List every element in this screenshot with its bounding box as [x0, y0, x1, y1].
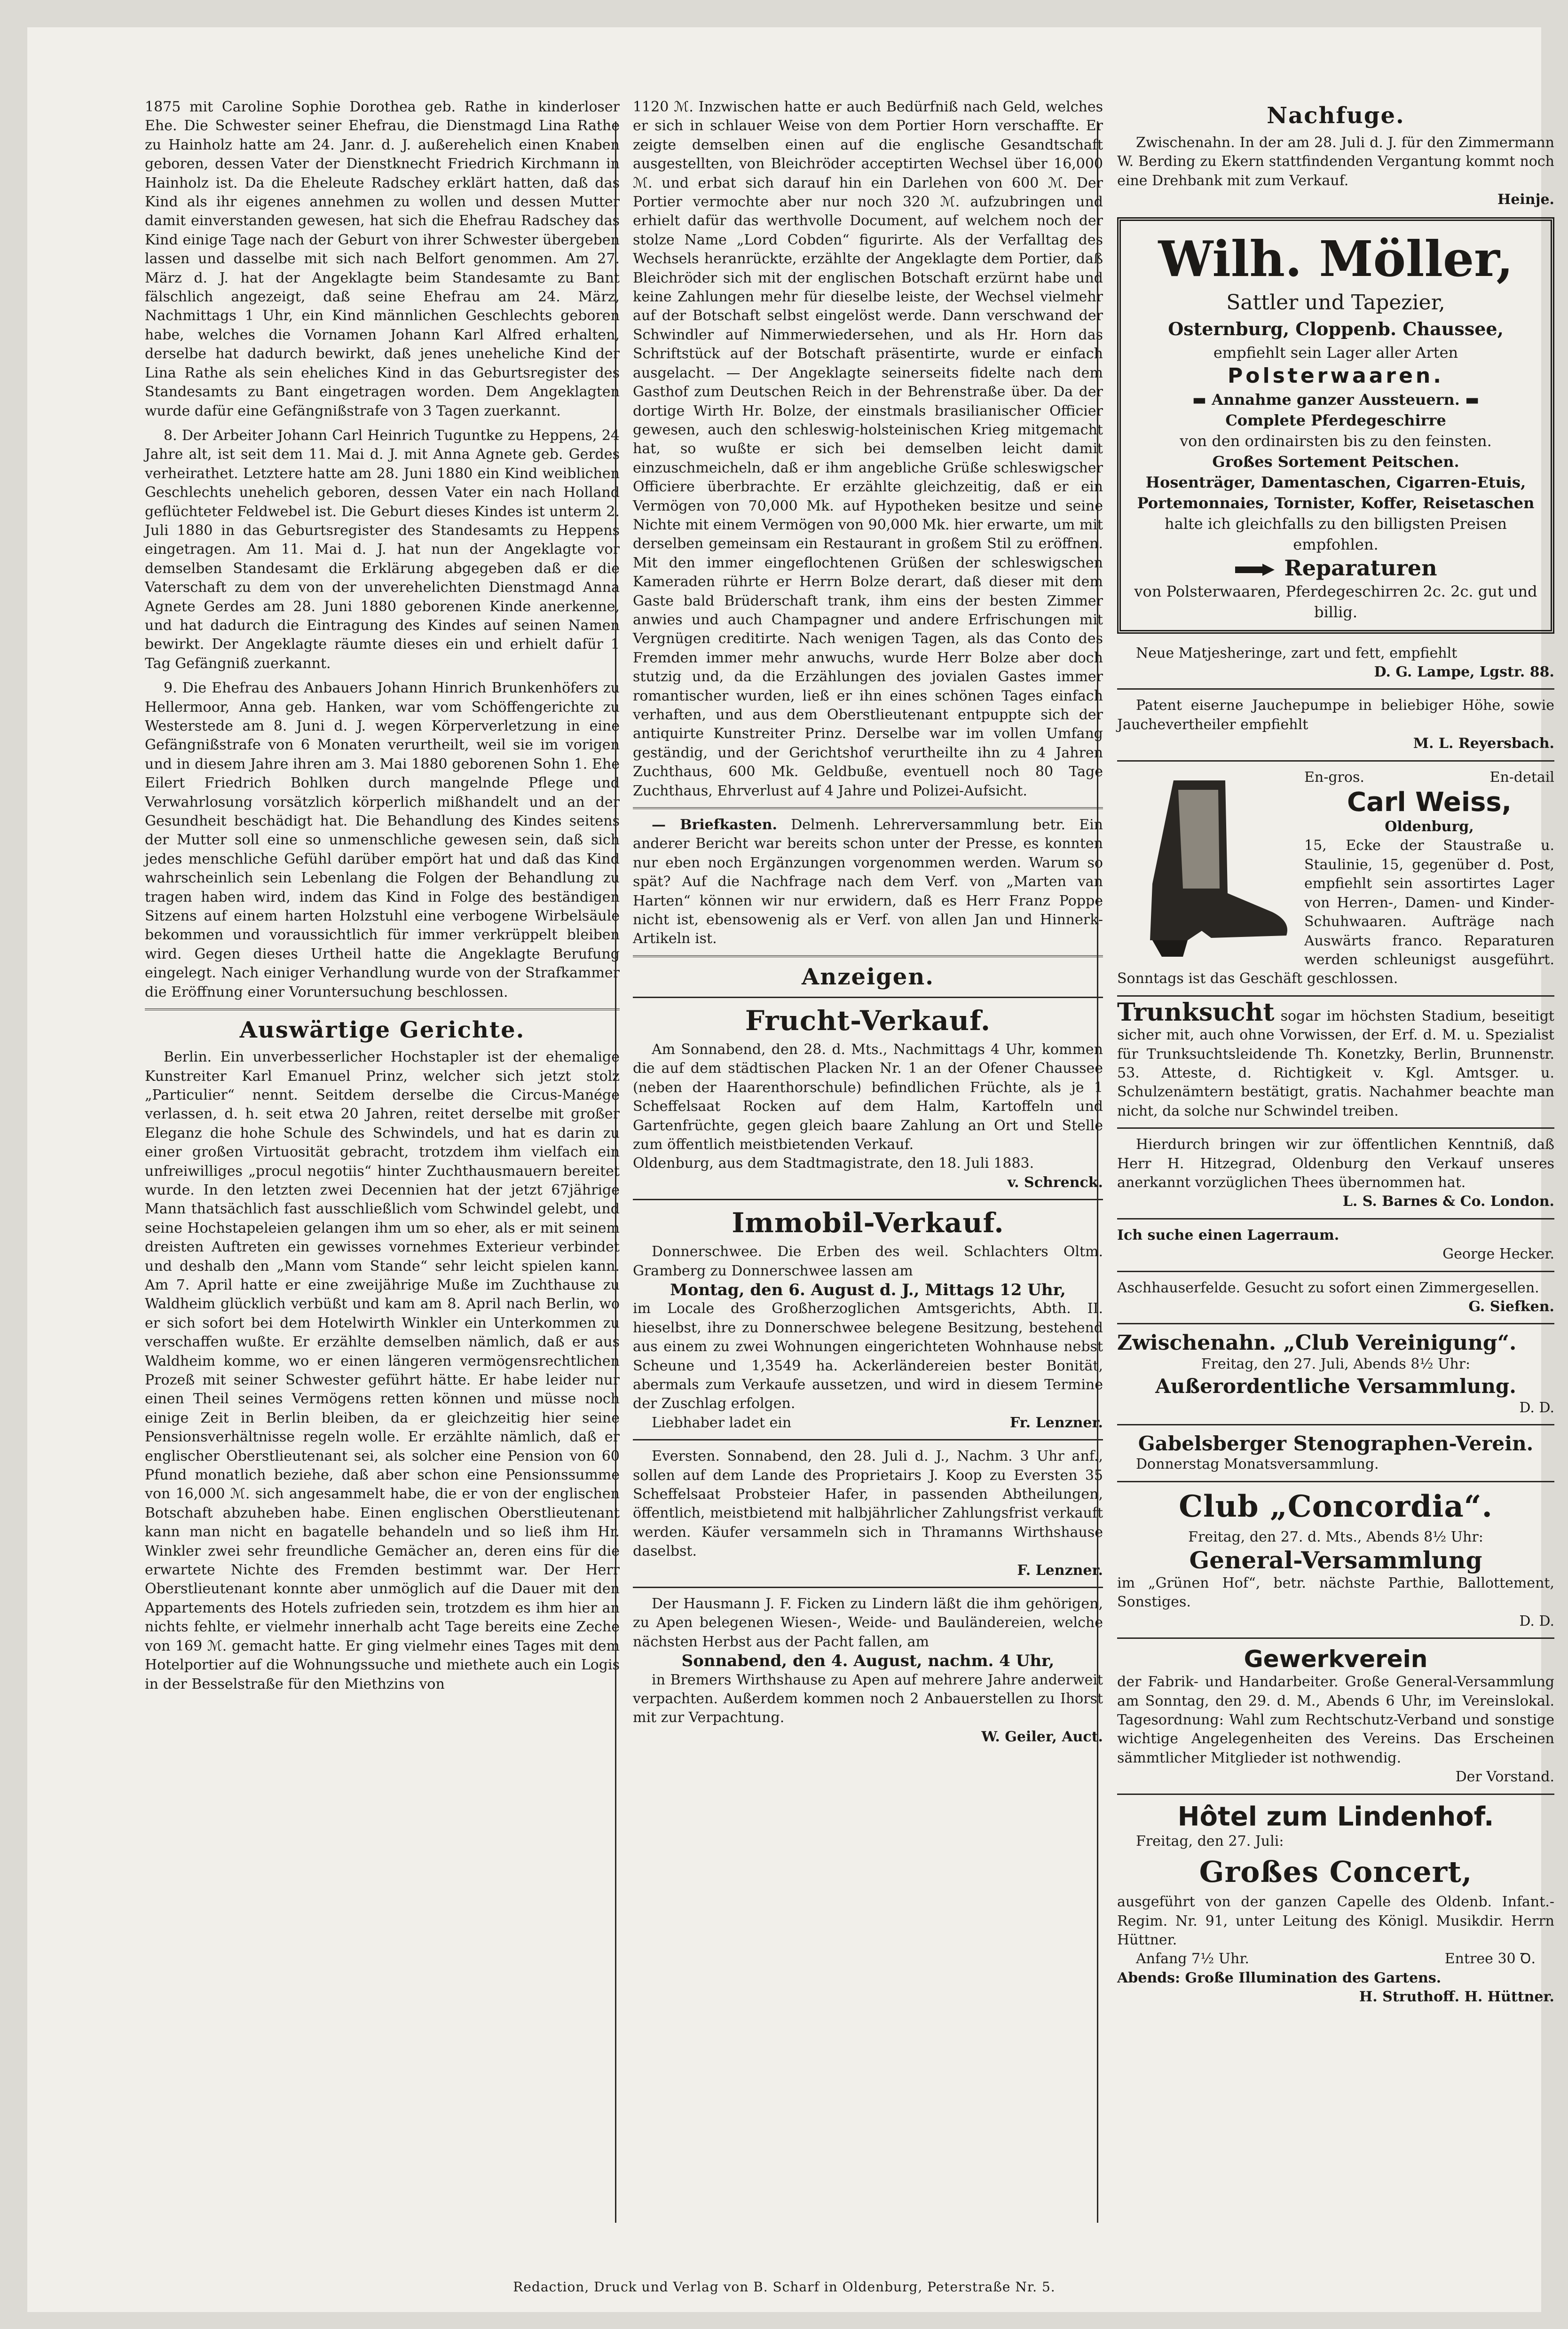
pointing-hand-icon — [1234, 562, 1276, 578]
steno-title: Gabelsberger Stenographen-Verein. — [1138, 1432, 1534, 1456]
ads-heading: Anzeigen. — [802, 963, 934, 990]
moeller-trade: Sattler und Tapezier, — [1226, 290, 1445, 315]
divider — [1117, 688, 1554, 690]
concordia-signature: D. D. — [1519, 1613, 1554, 1629]
hotel-concert: Großes Concert, — [1199, 1855, 1473, 1889]
moeller-name: Wilh. Möller, — [1158, 229, 1513, 288]
moeller-peitschen: Großes Sortement Peitschen. — [1212, 452, 1459, 471]
section-divider — [145, 1008, 620, 1010]
siefken-signature: G. Siefken. — [1468, 1298, 1554, 1315]
letterbox-text: Delmenh. Lehrerversammlung betr. Ein anderer Bericht war bereits schon unter der Presse, es konnten nur eben noch Ergänzungen vorgenommen werden. Warum so spät? Auf die Nachfrage nach dem Verf. von „Marten van Harten“ können wir nur erwidern, daß es Herr Franz Poppe nicht ist, ebensowenig als er Verf. von allen Jan und Hinnerk-Artikeln ist. — [633, 817, 1103, 947]
lindern-date: Sonnabend, den 4. August, nachm. 4 Uhr, — [681, 1652, 1055, 1671]
weiss-retail: En-detail — [1489, 769, 1554, 786]
eversten-ad: Eversten. Sonnabend, den 28. Juli d. J., Nachm. 3 Uhr anf., sollen auf dem Lande des Proprietairs J. Koop zu Eversten 35 Scheffelsaat Probsteier Hafer, in passenden Abtheilungen, öffentlich, meistbietend mit halbjährlicher Zahlungsfrist verkauft werden. Käufer versammeln sich in Thramanns Wirthshause daselbst. — [633, 1448, 1103, 1560]
hotel-text: ausgeführt von der ganzen Capelle des Oldenb. Infant.-Regim. Nr. 91, unter Leitung des Königl. Musikdir. Herrn Hüttner. — [1117, 1894, 1554, 1948]
hotel-illumination: Abends: Große Illumination des Gartens. — [1117, 1969, 1442, 1986]
weiss-text: 15, Ecke der Staustraße u. Staulinie, 15, gegenüber d. Post, empfiehlt sein assortirtes Lager von Herren-, Damen- und Kinder-Schuhwaaren. Aufträge nach Auswärts franco. Reparaturen werden schleunigst ausgeführt. Sonntags ist das Geschäft geschlossen. — [1117, 837, 1554, 987]
thee-ad: Hierdurch bringen wir zur öffentlichen Kenntniß, daß Herr H. Hitzegrad, Oldenburg den Verkauf unseres anerkannt vorzüglichen Thees übernommen hat. — [1117, 1136, 1554, 1191]
thee-signature: L. S. Barnes & Co. London. — [1342, 1193, 1554, 1210]
fruit-sale-place: Oldenburg, aus dem Stadtmagistrate, den 18. Juli 1883. — [633, 1155, 1034, 1172]
steno-text: Donnerstag Monatsversammlung. — [1136, 1456, 1379, 1473]
nachfuge-text: Zwischenahn. In der am 28. Juli d. J. für den Zimmermann W. Berding zu Ekern stattfindenden Vergantung kommt noch eine Drehbank mit zum Verkauf. — [1117, 134, 1554, 189]
concordia-text: im „Grünen Hof“, betr. nächste Parthie, Ballottement, Sonstiges. — [1117, 1575, 1554, 1611]
moeller-complete: Complete Pferdegeschirre — [1225, 411, 1446, 429]
club-vereinigung-meeting: Außerordentliche Versammlung. — [1155, 1374, 1516, 1398]
fruit-sale-text: Am Sonnabend, den 28. d. Mts., Nachmittags 4 Uhr, kommen die auf dem städtischen Placken Nr. 1 an der Ofener Chaussee (neben der Haarenthorschule) befindlichen Früchte, als je 1 Scheffelsaat Rocken auf dem Halm, Kartoffeln und Gartenfrüchte, gegen gleich baare Zahlung an Ort und Stelle zum öffentlich meistbietenden Verkauf. — [633, 1041, 1103, 1153]
hecker-signature: George Hecker. — [1442, 1246, 1554, 1263]
fruit-sale-title: Frucht-Verkauf. — [745, 1004, 991, 1037]
lindern-ad-2: in Bremers Wirthshause zu Apen auf mehrere Jahre anderweit verpachten. Außerdem kommen noch 2 Anbauerstellen zu Ihorst mit zur Verpachtung. — [633, 1671, 1103, 1726]
estate-sale-date: Montag, den 6. August d. J., Mittags 12 Uhr, — [670, 1280, 1066, 1299]
lindern-signature: W. Geiler, Auct. — [981, 1728, 1103, 1745]
foreign-courts-heading: Auswärtige Gerichte. — [239, 1017, 525, 1044]
club-vereinigung-signature: D. D. — [1519, 1399, 1554, 1416]
weiss-ad — [1117, 768, 1554, 989]
nachfuge-title: Nachfuge. — [1267, 102, 1405, 129]
divider — [1117, 760, 1554, 762]
moeller-ad — [1117, 217, 1554, 634]
section-divider — [633, 807, 1103, 809]
weiss-name: Carl Weiss, — [1347, 787, 1512, 818]
moeller-repairs — [1131, 555, 1540, 581]
hecker-ad: Ich suche einen Lagerraum. — [1117, 1227, 1339, 1243]
hotel-date: Freitag, den 27. Juli: — [1136, 1833, 1284, 1849]
column-1 — [145, 98, 620, 1694]
divider — [1117, 1271, 1554, 1272]
lampe-ad: Neue Matjesheringe, zart und fett, empfiehlt — [1136, 645, 1458, 661]
divider — [1117, 1424, 1554, 1425]
divider — [1117, 995, 1554, 997]
section-divider — [633, 955, 1103, 957]
moeller-repairs-text: von Polsterwaaren, Pferdegeschirren 2c. 2c. gut und billig. — [1134, 582, 1537, 621]
divider — [633, 1587, 1103, 1588]
eversten-signature: F. Lenzner. — [1017, 1562, 1103, 1579]
concordia-meeting: General-Versammlung — [1189, 1546, 1482, 1574]
moeller-range: von den ordinairsten bis zu den feinsten. — [1180, 432, 1492, 450]
letterbox-title: — Briefkasten. — [652, 817, 777, 834]
court-case-8: 8. Der Arbeiter Johann Carl Heinrich Tuguntke zu Heppens, 24 Jahre alt, ist seit dem 11. Mai d. J. mit Anna Agnete geb. Gerdes verheirathet. Letztere hatte am 28. Juni 1880 ein Kind weiblichen Geschlechts unehelich geboren, dessen Vater ein nach Holland geflüchteter Feldwebel ist. Die Geburt dieses Kindes ist unterm 2. Juli 1880 in das Geburtsregister des Standesamts zu Heppens eingetragen. Am 11. Mai d. J. hat nun der Angeklagte vor demselben Standesamt die Erklärung abgegeben daß er die Vaterschaft zu dem von der unverehelichten Dienstmagd Anna Agnete Gerdes am 28. Juni 1880 geborenen Kinde anerkenne, und hat dadurch die Eintragung des Kindes auf seinen Namen bewirkt. Der Angeklagte räumte dieses ein und erhielt dafür 1 Tag Gefängniß zuerkannt. — [145, 427, 620, 672]
estate-sale-title: Immobil-Verkauf. — [732, 1207, 1004, 1239]
gewerkverein-title: Gewerkverein — [1244, 1645, 1428, 1673]
story-continuation: 1120 ℳ. Inzwischen hatte er auch Bedürfniß nach Geld, welches er sich in schlauer Weise von dem Portier Horn verschaffte. Er zeigte demselben einen auf die englische Gesandtschaft ausgestellten, von Bleichröder acceptirten Wechsel über 16,000 ℳ. und erbat sich darauf hin ein Darlehen von 600 ℳ. Der Portier vermochte aber nur noch 320 ℳ. aufzubringen und erhielt dafür das werthvolle Document, auf welchem noch der stolze Name „Lord Cobden“ figurirte. Als der Verfalltag des Wechsels heranrückte, erzählte der Angeklagte dem Portier, daß Bleichröder sich mit der englischen Botschaft erzürnt habe und keine Zahlungen mehr für dieselbe leiste, der Wechsel vielmehr auf der Botschaft selbst eingelöst werde. Dann verschwand der Schwindler auf Nimmerwiedersehen, und als Hr. Horn das Schriftstück auf der Botschaft präsentirte, wurde er einfach ausgelacht. — Der Angeklagte seinerseits fidelte nach dem Gasthof zum Deutschen Reich in der Behrenstraße über. Da der dortige Wirth Hr. Bolze, der einstmals brasilianischer Officier gewesen, auch den schleswig-holsteinischen Krieg mitgemacht hat, so wußte er sich bei demselben leicht damit einzuschmeicheln, daß er ihm angebliche Grüße schleswigscher Officiere überbrachte. Er erzählte gleichzeitig, daß er ein Vermögen von 70,000 Mk. auf Hypotheken besitze und seine Nichte mit einem Vermögen von 90,000 Mk. hier erwarte, um mit derselben gemeinsam ein Restaurant in großem Stil zu eröffnen. Mit den immer eingeflochtenen Grüßen der schleswigschen Kameraden rührte er Herrn Bolze derart, daß dieser mit dem Gaste bald Brüderschaft trank, ihm eins der besten Zimmer anwies und auch Champagner und andere Erfrischungen mit Vergnügen creditirte. Nach wenigen Tagen, als das Conto des Fremden immer mehr anwuchs, wurde Herr Bolze aber doch stutzig und, da die Erzählungen des jovialen Gastes immer romantischer wurden, ließ er ihn eines schönen Tages einfach verhaften, und aus dem Oberstlieutenant entpuppte sich der antiquirte Kunstreiter Prinz. Derselbe war im vollen Umfang geständig, und der Gerichtshof verurtheilte ihn zu 4 Jahren Zuchthaus, 600 Mk. Geldbuße, eventuell noch 80 Tage Zuchthaus, Ehrverlust auf 4 Jahre und Polizei-Aufsicht. — [633, 99, 1103, 799]
gewerkverein-text: der Fabrik- und Handarbeiter. Große General-Versammlung am Sonntag, den 29. d. M., Abends 6 Uhr, im Vereinslokal. Tagesordnung: Wahl zum Rechtschutz-Verband und sonstige wichtige Angelegenheiten des Vereins. Das Erscheinen sämmtlicher Mitglieder ist nothwendig. — [1117, 1674, 1554, 1766]
estate-sale-invite: Liebhaber ladet ein — [652, 1414, 792, 1431]
trunksucht-title: Trunksucht — [1117, 998, 1275, 1027]
column-2 — [633, 98, 1103, 1747]
moeller-store: halte ich gleichfalls zu den billigsten Preisen empfohlen. — [1165, 514, 1507, 553]
moeller-address: Osternburg, Cloppenb. Chaussee, — [1168, 318, 1504, 339]
newspaper-page — [27, 27, 1554, 2312]
court-case-9: 9. Die Ehefrau des Anbauers Johann Hinrich Brunkenhöfers zu Hellermoor, Anna geb. Hanken, war vom Schöffengerichte zu Westerstede am 8. Juni d. J. wegen Körperverletzung in eine Gefängnißstrafe von 6 Monaten verurtheilt, weil sie im vorigen und in diesem Jahre ihren am 3. Mai 1880 geborenen Sohn 1. Ehe Eilert Friedrich Bohlken durch mangelnde Pflege und Verwahrlosung vorsätzlich körperlich mißhandelt und an der Gesundheit beschädigt hat. Die Behandlung des Kindes seitens der Mutter soll eine so unmenschliche gewesen sein, daß sich jedes menschliche Gefühl darüber empört hat und daß das Kind wahrscheinlich sein Lebenlang die Folgen der Behandlung zu tragen haben wird, indem das Kind in Folge des beständigen Sitzens auf einem harten Holzstuhl eine verbogene Wirbelsäule bekommen und voraussichtlich für immer verkrüppelt bleiben wird. Gegen dieses Urtheil hatte die Angeklagte Berufung eingelegt. Nach einiger Verhandlung wurde von der Strafkammer die Eröffnung einer Voruntersuchung beschlossen. — [145, 680, 620, 1000]
siefken-ad: Aschhauserfelde. Gesucht zu sofort einen Zimmergesellen. — [1117, 1279, 1539, 1296]
estate-sale-signature: Fr. Lenzner. — [1009, 1414, 1103, 1431]
moeller-goods: Hosenträger, Damentaschen, Cigarren-Etuis, Portemonnaies, Tornister, Koffer, Reisetaschen — [1137, 473, 1535, 512]
pump-ad: Patent eiserne Jauchepumpe in beliebiger Höhe, sowie Jauchevertheiler empfiehlt — [1117, 697, 1554, 733]
moeller-annahme-text: Annahme ganzer Aussteuern. — [1212, 390, 1460, 409]
moeller-annahme: ▬ Annahme ganzer Aussteuern. ▬ — [1192, 390, 1480, 409]
concordia-title: Club „Concordia“. — [1179, 1488, 1493, 1524]
imprint: Redaction, Druck und Verlag von B. Scharf in Oldenburg, Peterstraße Nr. 5. — [513, 2279, 1056, 2295]
divider — [633, 1199, 1103, 1200]
fruit-sale-signature: v. Schrenck. — [1007, 1174, 1103, 1191]
divider — [1117, 1218, 1554, 1220]
trunksucht-text: sogar im höchsten Stadium, beseitigt sicher mit, auch ohne Vorwissen, der Erf. d. M. u. Spezialist für Trunksuchtsleidende Th. Konetzky, Berlin, Brunnenstr. 53. Atteste, d. Richtigkeit v. Kgl. Amtsger. u. Schulzenämtern bestätigt, gratis. Nachahmer beachte man nicht, da solche nur Schwindel treiben. — [1117, 1007, 1554, 1119]
weiss-city: Oldenburg, — [1385, 818, 1474, 835]
divider — [1117, 1637, 1554, 1639]
divider — [1117, 1481, 1554, 1482]
club-vereinigung-date: Freitag, den 27. Juli, Abends 8½ Uhr: — [1201, 1356, 1471, 1373]
divider — [633, 1439, 1103, 1440]
divider — [1117, 1127, 1554, 1129]
estate-sale-lead: Donnerschwee. Die Erben des weil. Schlachters Oltm. Gramberg zu Donnerschwee lassen am — [633, 1243, 1103, 1279]
moeller-polster: Polsterwaaren. — [1228, 363, 1444, 388]
hotel-title: Hôtel zum Lindenhof. — [1177, 1801, 1494, 1832]
pump-signature: M. L. Reyersbach. — [1413, 735, 1554, 752]
divider — [633, 997, 1103, 998]
estate-sale-text: im Locale des Großherzoglichen Amtsgerichts, Abth. II. hieselbst, ihre zu Donnerschwee belegene Besitzung, bestehend aus einem zu zwei Wohnungen eingerichteten Wohnhause nebst Scheune und 1,3549 ha. Ackerländereien bester Bonität, abermals zum Verkaufe aussetzen, und wird in diesem Termine der Zuschlag erfolgen. — [633, 1300, 1103, 1412]
moeller-repairs-title: Reparaturen — [1284, 555, 1437, 581]
trunksucht-ad — [1117, 998, 1554, 1121]
hotel-entry: Entree 30 Ꝺ. — [1444, 1951, 1536, 1967]
column-3 — [1117, 98, 1554, 2007]
boot-icon — [1117, 771, 1296, 959]
divider — [1117, 1323, 1554, 1324]
nachfuge-signature: Heinje. — [1497, 191, 1554, 208]
letterbox — [633, 816, 1103, 949]
court-case-continuation: 1875 mit Caroline Sophie Dorothea geb. Rathe in kinderloser Ehe. Die Schwester seiner Ehefrau, die Dienstmagd Lina Rathe zu Hainholz hatte am 24. Janr. d. J. außerehelich einen Knaben geboren, dessen Vater der Dienstknecht Friedrich Kirchmann in Hainholz ist. Da die Eheleute Radschey erklärt hatten, daß das Kind als ihr eigenes annehmen zu wollen und dessen Mutter damit einverstanden gewesen, hat sich die Ehefrau Radschey das Kind einige Tage nach der Geburt von ihrer Schwester übergeben lassen und dasselbe mit sich nach Belfort genommen. Am 27. März d. J. hat der Angeklagte beim Standesamte zu Bant fälschlich angezeigt, daß seine Ehefrau am 24. März, Nachmittags 1 Uhr, ein Kind männlichen Geschlechts geboren habe, welches die Vornamen Johann Karl Alfred erhalten, derselbe hat dadurch bewirkt, daß jenes uneheliche Kind der Lina Rathe als sein eheliches Kind in das Geburtsregister des Standesamts zu Bant eingetragen worden. Dem Angeklagten wurde dafür eine Gefängnißstrafe von 3 Tagen zuerkannt. — [145, 99, 620, 419]
gewerkverein-signature: Der Vorstand. — [1455, 1769, 1554, 1786]
hotel-start: Anfang 7½ Uhr. — [1136, 1951, 1249, 1967]
lindern-ad: Der Hausmann J. F. Ficken zu Lindern läßt die ihm gehörigen, zu Apen belegenen Wiesen-, Weide- und Bauländereien, welche nächsten Herbst aus der Pacht fallen, am — [633, 1596, 1103, 1650]
foreign-courts-article: Berlin. Ein unverbesserlicher Hochstapler ist der ehemalige Kunstreiter Karl Emanuel Prinz, welcher sich jetzt stolz „Particulier“ nennt. Seitdem derselbe die Circus-Manége verlassen, d. h. seit etwa 20 Jahren, reitet derselbe mit großer Eleganz die hohe Schule des Schwindels, und hat es darin zu einer großen Virtuosität gebracht, trotzdem ihm vielfach ein unfreiwilliges „procul negotiis“ hinter Zuchthausmauern bereitet wurde. In den letzten zwei Decennien hat der jetzt 67jährige Mann thatsächlich fast ausschließlich vom Schwindel gelebt, und seine Hochstapeleien gelangen ihm um so eher, als er mit seinem dreisten Auftreten ein gewisses vornehmes Exterieur verbindet und deshalb den „Mann vom Stande“ sehr leicht spielen kann. Am 7. April hatte er eine zweijährige Muße im Zuchthause zu Waldheim glücklich verbüßt und kam am 8. April nach Berlin, wo er sich sofort bei dem Hotelwirth Winkler ein Unterkommen zu verschaffen wußte. Er erzählte demselben nämlich, daß er aus Waldheim komme, wo er einen längeren vermögensrechtlichen Prozeß mit seiner Schwester geführt hätte. Er habe leider nur einen Theil seines Vermögens retten können und müsse noch einige Zeit in Berlin bleiben, da er gleichzeitig hier seine Pensionsverhältnisse regeln wolle. Er erzählte nämlich, daß er englischer Oberstlieutenant sei, als solcher eine Pension von 60 Pfund monatlich beziehe, daß aber schon eine Pensionssumme von 16,000 ℳ. sich angesammelt habe, die er von der englischen Botschaft abzuheben habe. Einen englischen Oberstlieutenant kann man nicht en bagatelle behandeln und so ließ ihm Hr. Winkler zwei sehr freundliche Gemächer an, deren eins für die erwartete Nichte des Fremden bestimmt war. Der Herr Oberstlieutenant konnte aber unmöglich auf die Dauer mit den Appartements des Hotels zufrieden sein, trotzdem es ihm hier an nichts fehlte, er vielmehr innerhalb acht Tage bereits eine Zeche von 169 ℳ. gemacht hatte. Er ging vielmehr eines Tages mit dem Hotelportier auf die Wohnungssuche und miethete auch ein Logis in der Besselstraße für den Miethzins von — [145, 1049, 620, 1692]
divider — [1117, 1794, 1554, 1795]
club-vereinigung-title: Zwischenahn. „Club Vereinigung“. — [1117, 1331, 1517, 1355]
concordia-date: Freitag, den 27. d. Mts., Abends 8½ Uhr: — [1188, 1528, 1483, 1545]
moeller-stock: empfiehlt sein Lager aller Arten — [1213, 343, 1458, 362]
weiss-wholesale: En-gros. — [1304, 769, 1364, 786]
hotel-signature: H. Struthoff. H. Hüttner. — [1359, 1989, 1554, 2006]
lampe-signature: D. G. Lampe, Lgstr. 88. — [1374, 664, 1554, 681]
